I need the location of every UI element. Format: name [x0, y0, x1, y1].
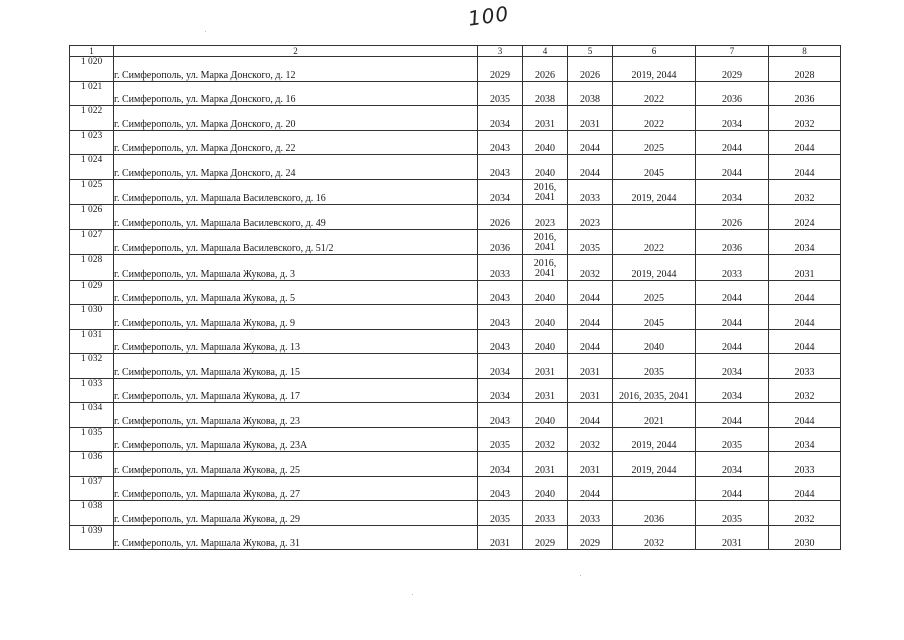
year-cell-c6: 2019, 2044: [613, 427, 696, 452]
year-cell-c4: 2031: [523, 354, 568, 379]
row-number-cell: 1 030: [70, 305, 114, 330]
year-cell-c6: 2045: [613, 155, 696, 180]
year-cell-c4: 2031: [523, 452, 568, 477]
year-cell-c4: 2040: [523, 403, 568, 428]
year-cell-c3: 2034: [478, 106, 523, 131]
address-cell: г. Симферополь, ул. Маршала Жукова, д. 15: [114, 354, 478, 379]
year-cell-c5: 2044: [568, 329, 613, 354]
year-cell-c6: 2022: [613, 229, 696, 255]
year-cell-c8: 2044: [769, 476, 841, 501]
year-cell-c7: 2044: [696, 130, 769, 155]
year-cell-c6: 2016, 2035, 2041: [613, 378, 696, 403]
address-cell: г. Симферополь, ул. Маршала Жукова, д. 27: [114, 476, 478, 501]
year-cell-c5: 2038: [568, 81, 613, 106]
year-cell-c7: 2035: [696, 427, 769, 452]
year-cell-c5: 2032: [568, 255, 613, 281]
year-cell-c8: 2044: [769, 305, 841, 330]
year-cell-c7: 2026: [696, 205, 769, 230]
year-cell-c8: 2034: [769, 427, 841, 452]
year-cell-c8: 2036: [769, 81, 841, 106]
year-cell-c4: 2026: [523, 57, 568, 82]
year-cell-c8: 2032: [769, 378, 841, 403]
year-cell-c8: 2031: [769, 255, 841, 281]
column-header: 5: [568, 46, 613, 57]
address-cell: г. Симферополь, ул. Марка Донского, д. 16: [114, 81, 478, 106]
address-cell: г. Симферополь, ул. Маршала Жукова, д. 25: [114, 452, 478, 477]
year-cell-c7: 2034: [696, 179, 769, 205]
address-cell: г. Симферополь, ул. Маршала Жукова, д. 3: [114, 255, 478, 281]
table-header-row: [70, 46, 841, 57]
address-cell: г. Симферополь, ул. Маршала Василевского, д. 16: [114, 179, 478, 205]
year-cell-c6: 2019, 2044: [613, 179, 696, 205]
year-cell-c6: 2040: [613, 329, 696, 354]
year-cell-c5: 2035: [568, 229, 613, 255]
address-cell: г. Симферополь, ул. Маршала Жукова, д. 29: [114, 501, 478, 526]
table-row: [70, 130, 841, 155]
year-cell-c3: 2043: [478, 155, 523, 180]
table-row: [70, 106, 841, 131]
table-row: [70, 229, 841, 255]
year-cell-c8: 2030: [769, 525, 841, 550]
year-cell-c6: 2025: [613, 130, 696, 155]
year-cell-c3: 2035: [478, 427, 523, 452]
year-cell-c3: 2026: [478, 205, 523, 230]
year-cell-c8: 2032: [769, 179, 841, 205]
year-cell-c8: 2044: [769, 280, 841, 305]
year-cell-c5: 2044: [568, 403, 613, 428]
address-cell: г. Симферополь, ул. Маршала Жукова, д. 31: [114, 525, 478, 550]
year-cell-c3: 2043: [478, 403, 523, 428]
data-table: [69, 45, 841, 550]
page-number: 100: [466, 1, 511, 31]
year-cell-c8: 2032: [769, 106, 841, 131]
row-number-cell: 1 032: [70, 354, 114, 379]
row-number-cell: 1 038: [70, 501, 114, 526]
year-cell-c3: 2034: [478, 179, 523, 205]
year-cell-c3: 2034: [478, 378, 523, 403]
year-cell-c5: 2026: [568, 57, 613, 82]
row-number-cell: 1 031: [70, 329, 114, 354]
row-number-cell: 1 025: [70, 179, 114, 205]
year-cell-c4: 2040: [523, 329, 568, 354]
row-number-cell: 1 033: [70, 378, 114, 403]
address-cell: г. Симферополь, ул. Маршала Жукова, д. 23А: [114, 427, 478, 452]
scan-speck: [205, 31, 206, 32]
year-cell-c3: 2031: [478, 525, 523, 550]
address-cell: г. Симферополь, ул. Марка Донского, д. 24: [114, 155, 478, 180]
table-row: [70, 205, 841, 230]
scan-speck: [412, 594, 413, 595]
year-cell-c6: 2032: [613, 525, 696, 550]
year-cell-c6: 2035: [613, 354, 696, 379]
year-cell-c5: 2044: [568, 280, 613, 305]
table-row: [70, 525, 841, 550]
column-header: 6: [613, 46, 696, 57]
row-number-cell: 1 020: [70, 57, 114, 82]
year-cell-c3: 2043: [478, 476, 523, 501]
address-cell: г. Симферополь, ул. Маршала Жукова, д. 5: [114, 280, 478, 305]
year-cell-c4: 2032: [523, 427, 568, 452]
year-cell-c8: 2033: [769, 354, 841, 379]
row-number-cell: 1 039: [70, 525, 114, 550]
year-cell-c3: 2043: [478, 329, 523, 354]
year-cell-c8: 2033: [769, 452, 841, 477]
year-cell-c4: 2040: [523, 305, 568, 330]
year-cell-c8: 2044: [769, 329, 841, 354]
row-number-cell: 1 028: [70, 255, 114, 281]
year-cell-c6: 2045: [613, 305, 696, 330]
row-number-cell: 1 036: [70, 452, 114, 477]
year-cell-c4: 2040: [523, 130, 568, 155]
year-cell-c6: 2025: [613, 280, 696, 305]
year-cell-c6: 2019, 2044: [613, 57, 696, 82]
scan-speck: [580, 575, 581, 576]
row-number-cell: 1 021: [70, 81, 114, 106]
year-cell-c4: 2016, 2041: [523, 229, 568, 255]
table-row: [70, 501, 841, 526]
year-cell-c4: 2023: [523, 205, 568, 230]
year-cell-c8: 2044: [769, 403, 841, 428]
table-row: [70, 329, 841, 354]
year-cell-c7: 2034: [696, 378, 769, 403]
address-cell: г. Симферополь, ул. Марка Донского, д. 22: [114, 130, 478, 155]
year-cell-c8: 2032: [769, 501, 841, 526]
column-header: 7: [696, 46, 769, 57]
year-cell-c7: 2044: [696, 403, 769, 428]
year-cell-c8: 2044: [769, 155, 841, 180]
address-cell: г. Симферополь, ул. Марка Донского, д. 12: [114, 57, 478, 82]
year-cell-c5: 2031: [568, 354, 613, 379]
year-cell-c3: 2036: [478, 229, 523, 255]
year-cell-c8: 2028: [769, 57, 841, 82]
address-cell: г. Симферополь, ул. Маршала Жукова, д. 17: [114, 378, 478, 403]
row-number-cell: 1 023: [70, 130, 114, 155]
table-row: [70, 476, 841, 501]
year-cell-c4: 2029: [523, 525, 568, 550]
year-cell-c4: 2016, 2041: [523, 179, 568, 205]
year-cell-c8: 2024: [769, 205, 841, 230]
year-cell-c7: 2034: [696, 106, 769, 131]
year-cell-c7: 2035: [696, 501, 769, 526]
year-cell-c4: 2031: [523, 378, 568, 403]
year-cell-c5: 2044: [568, 130, 613, 155]
address-cell: г. Симферополь, ул. Маршала Жукова, д. 23: [114, 403, 478, 428]
year-cell-c5: 2044: [568, 476, 613, 501]
year-cell-c8: 2034: [769, 229, 841, 255]
year-cell-c7: 2036: [696, 229, 769, 255]
year-cell-c7: 2033: [696, 255, 769, 281]
year-cell-c6: [613, 205, 696, 230]
year-cell-c3: 2033: [478, 255, 523, 281]
year-cell-c7: 2031: [696, 525, 769, 550]
year-cell-c4: 2040: [523, 476, 568, 501]
year-cell-c6: 2022: [613, 81, 696, 106]
year-cell-c7: 2044: [696, 305, 769, 330]
year-cell-c3: 2029: [478, 57, 523, 82]
table-row: [70, 57, 841, 82]
column-header: 3: [478, 46, 523, 57]
year-cell-c8: 2044: [769, 130, 841, 155]
year-cell-c4: 2016, 2041: [523, 255, 568, 281]
year-cell-c5: 2031: [568, 106, 613, 131]
column-header: 2: [114, 46, 478, 57]
table-row: [70, 280, 841, 305]
row-number-cell: 1 027: [70, 229, 114, 255]
year-cell-c7: 2044: [696, 280, 769, 305]
year-cell-c5: 2031: [568, 378, 613, 403]
year-cell-c6: 2021: [613, 403, 696, 428]
year-cell-c5: 2033: [568, 179, 613, 205]
year-cell-c6: 2019, 2044: [613, 452, 696, 477]
year-cell-c3: 2034: [478, 452, 523, 477]
column-header: 8: [769, 46, 841, 57]
table-row: [70, 452, 841, 477]
year-cell-c5: 2032: [568, 427, 613, 452]
year-cell-c5: 2031: [568, 452, 613, 477]
row-number-cell: 1 024: [70, 155, 114, 180]
year-cell-c7: 2044: [696, 476, 769, 501]
row-number-cell: 1 026: [70, 205, 114, 230]
year-cell-c7: 2034: [696, 452, 769, 477]
address-cell: г. Симферополь, ул. Маршала Жукова, д. 9: [114, 305, 478, 330]
year-cell-c3: 2034: [478, 354, 523, 379]
year-cell-c4: 2040: [523, 155, 568, 180]
table-row: [70, 354, 841, 379]
year-cell-c5: 2044: [568, 155, 613, 180]
row-number-cell: 1 037: [70, 476, 114, 501]
address-cell: г. Симферополь, ул. Марка Донского, д. 20: [114, 106, 478, 131]
row-number-cell: 1 035: [70, 427, 114, 452]
table-row: [70, 179, 841, 205]
address-cell: г. Симферополь, ул. Маршала Василевского, д. 51/2: [114, 229, 478, 255]
year-cell-c5: 2023: [568, 205, 613, 230]
year-cell-c4: 2038: [523, 81, 568, 106]
address-cell: г. Симферополь, ул. Маршала Жукова, д. 13: [114, 329, 478, 354]
year-cell-c6: 2022: [613, 106, 696, 131]
column-header: 1: [70, 46, 114, 57]
table-row: [70, 403, 841, 428]
year-cell-c6: 2019, 2044: [613, 255, 696, 281]
year-cell-c5: 2044: [568, 305, 613, 330]
table-row: [70, 81, 841, 106]
year-cell-c4: 2031: [523, 106, 568, 131]
year-cell-c6: [613, 476, 696, 501]
year-cell-c3: 2043: [478, 305, 523, 330]
year-cell-c7: 2029: [696, 57, 769, 82]
year-cell-c7: 2036: [696, 81, 769, 106]
table-row: [70, 378, 841, 403]
year-cell-c3: 2035: [478, 81, 523, 106]
year-cell-c4: 2040: [523, 280, 568, 305]
year-cell-c7: 2044: [696, 329, 769, 354]
table-row: [70, 155, 841, 180]
table-row: [70, 427, 841, 452]
column-header: 4: [523, 46, 568, 57]
row-number-cell: 1 034: [70, 403, 114, 428]
year-cell-c5: 2029: [568, 525, 613, 550]
year-cell-c3: 2035: [478, 501, 523, 526]
year-cell-c3: 2043: [478, 280, 523, 305]
address-cell: г. Симферополь, ул. Маршала Василевского, д. 49: [114, 205, 478, 230]
table-row: [70, 305, 841, 330]
year-cell-c7: 2034: [696, 354, 769, 379]
year-cell-c4: 2033: [523, 501, 568, 526]
table-row: [70, 255, 841, 281]
year-cell-c7: 2044: [696, 155, 769, 180]
year-cell-c3: 2043: [478, 130, 523, 155]
year-cell-c6: 2036: [613, 501, 696, 526]
row-number-cell: 1 029: [70, 280, 114, 305]
row-number-cell: 1 022: [70, 106, 114, 131]
year-cell-c5: 2033: [568, 501, 613, 526]
